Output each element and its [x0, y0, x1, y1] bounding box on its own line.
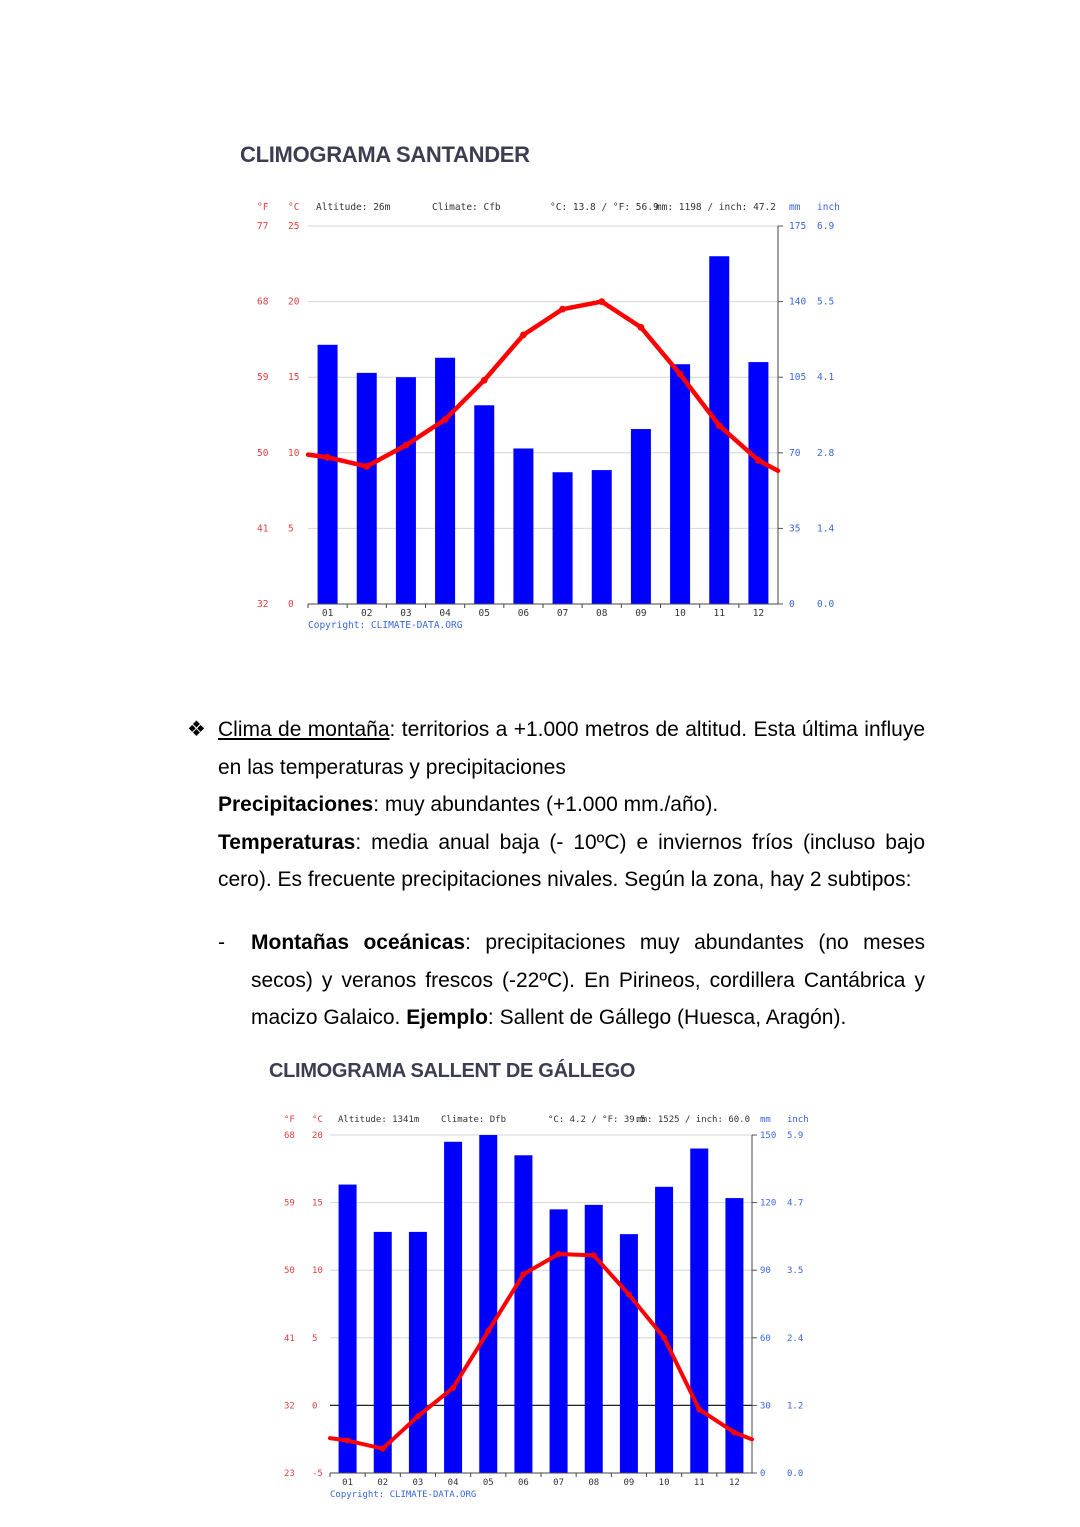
month-label-07: 07 — [553, 1478, 565, 1488]
unit-inch: inch — [817, 202, 840, 213]
precipitation-bar-08 — [585, 1205, 603, 1473]
altitude-label: Altitude: 1341m — [338, 1115, 420, 1125]
tick-label-inch: 3.5 — [787, 1266, 804, 1277]
temperature-point-11 — [716, 422, 723, 429]
temperature-point-10 — [661, 1335, 667, 1341]
tick-label-fahrenheit: 50 — [284, 1266, 295, 1277]
tick-label-mm: 30 — [760, 1401, 771, 1412]
unit-mm: mm — [789, 202, 801, 213]
precipitation-bar-01 — [318, 345, 338, 604]
tick-label-mm: 140 — [789, 296, 807, 308]
temperature-point-08 — [591, 1252, 597, 1258]
temperature-text: : media anual baja (- 10ºC) e inviernos fríos (incluso bajo cero). Es frecuente precipitaciones nivales. Según la zona, hay 2 subtipos: — [218, 830, 925, 891]
precipitation-bar-11 — [690, 1149, 708, 1473]
tick-label-fahrenheit: 32 — [284, 1401, 295, 1412]
tick-label-inch: 1.2 — [787, 1401, 804, 1412]
month-label-10: 10 — [658, 1478, 670, 1488]
temperature-average-label: °C: 13.8 / °F: 56.9 — [550, 202, 659, 213]
unit-fahrenheit: °F — [284, 1115, 295, 1125]
precipitation-bar-06 — [514, 1155, 532, 1473]
tick-label-mm: 105 — [789, 372, 807, 384]
temperature-point-01 — [324, 454, 331, 461]
precipitation-bar-12 — [748, 362, 768, 604]
precipitation-bar-04 — [444, 1142, 462, 1473]
temperature-point-01 — [345, 1438, 351, 1444]
temperature-point-05 — [481, 377, 488, 384]
temperature-line — [308, 302, 778, 471]
temperature-point-03 — [403, 442, 410, 449]
precipitation-bar-05 — [479, 1135, 497, 1473]
month-label-02: 02 — [361, 608, 373, 619]
temperature-point-07 — [559, 306, 566, 313]
month-label-08: 08 — [588, 1478, 600, 1488]
tick-label-celsius: 20 — [312, 1131, 323, 1141]
precipitation-bar-10 — [670, 364, 690, 604]
temperature-point-09 — [626, 1292, 632, 1298]
temperature-point-12 — [731, 1429, 737, 1435]
temperature-point-09 — [638, 324, 645, 331]
tick-label-mm: 0 — [760, 1469, 766, 1479]
tick-label-mm: 150 — [760, 1131, 777, 1141]
chart-title-santander: CLIMOGRAMA SANTANDER — [240, 142, 530, 167]
climate-label: Climate: Dfb — [441, 1115, 507, 1125]
tick-label-celsius: 0 — [288, 599, 294, 610]
mountain-intro-text: : territorios a +1.000 metros de altitud. Esta última influye en las temperaturas y precipitaciones — [218, 718, 925, 779]
precipitation-bar-01 — [339, 1185, 357, 1473]
tick-label-inch: 2.8 — [817, 447, 835, 459]
precipitation-total-label: mm: 1198 / inch: 47.2 — [655, 202, 776, 213]
tick-label-mm: 35 — [789, 523, 801, 535]
example-text: : Sallent de Gállego (Huesca, Aragón). — [487, 1006, 847, 1029]
month-label-11: 11 — [713, 608, 725, 619]
tick-label-inch: 4.7 — [787, 1198, 804, 1209]
temperature-line — [330, 1254, 752, 1449]
temperature-point-04 — [450, 1385, 456, 1391]
mountain-climate-paragraph — [218, 711, 925, 899]
month-label-02: 02 — [377, 1478, 389, 1488]
tick-label-fahrenheit: 77 — [257, 221, 269, 232]
month-label-01: 01 — [321, 608, 334, 619]
unit-fahrenheit: °F — [257, 202, 269, 213]
precipitation-bar-09 — [631, 429, 651, 604]
copyright-label: Copyright: CLIMATE-DATA.ORG — [308, 620, 463, 631]
tick-label-celsius: 5 — [288, 523, 294, 535]
climograph-santander — [248, 196, 848, 636]
dash-bullet: - — [218, 931, 225, 954]
unit-celsius: °C — [312, 1115, 323, 1125]
tick-label-inch: 1.4 — [817, 523, 835, 535]
tick-label-mm: 175 — [789, 221, 807, 232]
diamond-bullet-icon: ❖ — [187, 718, 206, 741]
precipitation-bar-03 — [409, 1232, 427, 1473]
temperature-point-02 — [363, 463, 370, 470]
month-label-12: 12 — [752, 608, 765, 619]
oceanic-mountains-paragraph — [251, 924, 925, 1037]
example-label: Ejemplo — [406, 1006, 488, 1029]
month-label-08: 08 — [596, 608, 608, 619]
tick-label-inch: 0.0 — [787, 1469, 804, 1479]
tick-label-inch: 5.5 — [817, 296, 835, 308]
tick-label-fahrenheit: 23 — [284, 1469, 295, 1479]
climate-label: Climate: Cfb — [432, 202, 501, 213]
tick-label-celsius: 25 — [288, 221, 300, 232]
temperature-point-04 — [442, 416, 449, 423]
month-label-09: 09 — [623, 1478, 635, 1488]
mountain-climate-heading: Clima de montaña — [218, 718, 390, 741]
tick-label-fahrenheit: 59 — [257, 372, 269, 384]
precipitation-bar-02 — [357, 373, 377, 604]
temperature-point-10 — [677, 371, 684, 378]
temperature-average-label: °C: 4.2 / °F: 39.5 — [548, 1115, 646, 1125]
month-label-10: 10 — [674, 608, 686, 619]
tick-label-fahrenheit: 41 — [257, 523, 269, 535]
tick-label-fahrenheit: 50 — [257, 447, 269, 459]
temperature-point-05 — [485, 1328, 491, 1334]
precipitation-bar-07 — [553, 472, 573, 604]
temperature-point-08 — [598, 298, 605, 305]
month-label-05: 05 — [478, 608, 490, 619]
temperature-label: Temperaturas — [218, 830, 356, 854]
unit-mm: mm — [760, 1115, 771, 1125]
temperature-point-03 — [415, 1413, 421, 1419]
tick-label-mm: 70 — [789, 447, 801, 459]
month-label-07: 07 — [556, 608, 569, 619]
tick-label-inch: 6.9 — [817, 221, 835, 232]
month-label-04: 04 — [439, 608, 451, 619]
month-label-06: 06 — [517, 1478, 529, 1488]
month-label-03: 03 — [400, 608, 412, 619]
tick-label-celsius: 15 — [288, 372, 300, 384]
tick-label-celsius: 10 — [312, 1266, 323, 1277]
month-label-11: 11 — [693, 1478, 705, 1488]
copyright-label: Copyright: CLIMATE-DATA.ORG — [330, 1490, 477, 1500]
tick-label-mm: 0 — [789, 599, 795, 610]
temperature-point-11 — [696, 1406, 702, 1412]
tick-label-mm: 120 — [760, 1198, 777, 1209]
precipitation-bar-07 — [550, 1209, 568, 1473]
precipitation-bar-09 — [620, 1234, 638, 1473]
tick-label-celsius: 10 — [288, 447, 300, 459]
month-label-05: 05 — [482, 1478, 494, 1488]
unit-celsius: °C — [288, 202, 300, 213]
temperature-point-07 — [556, 1251, 562, 1257]
climograph-sallent — [278, 1108, 818, 1504]
precipitation-bar-03 — [396, 377, 416, 604]
tick-label-fahrenheit: 32 — [257, 599, 269, 610]
tick-label-inch: 4.1 — [817, 372, 835, 384]
chart-title-sallent: CLIMOGRAMA SALLENT DE GÁLLEGO — [269, 1060, 636, 1082]
tick-label-inch: 5.9 — [787, 1131, 804, 1141]
tick-label-fahrenheit: 41 — [284, 1333, 295, 1344]
tick-label-fahrenheit: 68 — [257, 296, 269, 308]
precipitation-total-label: mm: 1525 / inch: 60.0 — [636, 1115, 750, 1125]
precipitation-bar-06 — [513, 448, 533, 604]
oceanic-mountains-label: Montañas oceánicas — [251, 931, 466, 954]
tick-label-celsius: -5 — [312, 1469, 323, 1479]
precipitation-bar-05 — [474, 405, 494, 604]
tick-label-fahrenheit: 68 — [284, 1131, 295, 1141]
tick-label-mm: 60 — [760, 1333, 771, 1344]
precipitation-label: Precipitaciones — [218, 793, 374, 816]
precipitation-bar-02 — [374, 1232, 392, 1473]
tick-label-celsius: 20 — [288, 296, 300, 308]
month-label-12: 12 — [728, 1478, 740, 1488]
oceanic-mountains-text: : precipitaciones muy abundantes (no meses secos) y veranos frescos (-22ºC). En Pirineos, cordillera Cantábrica y macizo Galaico. — [251, 931, 926, 1029]
temperature-point-06 — [520, 1271, 526, 1277]
temperature-point-02 — [380, 1446, 386, 1452]
altitude-label: Altitude: 26m — [316, 202, 391, 213]
tick-label-inch: 0.0 — [817, 599, 835, 610]
precipitation-text: : muy abundantes (+1.000 mm./año). — [373, 793, 719, 816]
tick-label-fahrenheit: 59 — [284, 1198, 295, 1209]
month-label-04: 04 — [447, 1478, 459, 1488]
month-label-03: 03 — [412, 1478, 424, 1488]
temperature-point-06 — [520, 331, 527, 338]
month-label-01: 01 — [342, 1478, 354, 1488]
month-label-09: 09 — [635, 608, 647, 619]
unit-inch: inch — [787, 1115, 809, 1125]
precipitation-bar-04 — [435, 358, 455, 604]
tick-label-celsius: 5 — [312, 1333, 318, 1344]
tick-label-celsius: 0 — [312, 1401, 318, 1412]
precipitation-bar-08 — [592, 470, 612, 604]
tick-label-mm: 90 — [760, 1266, 771, 1277]
tick-label-celsius: 15 — [312, 1198, 323, 1209]
tick-label-inch: 2.4 — [787, 1333, 804, 1344]
month-label-06: 06 — [517, 608, 530, 619]
temperature-point-12 — [755, 457, 762, 464]
